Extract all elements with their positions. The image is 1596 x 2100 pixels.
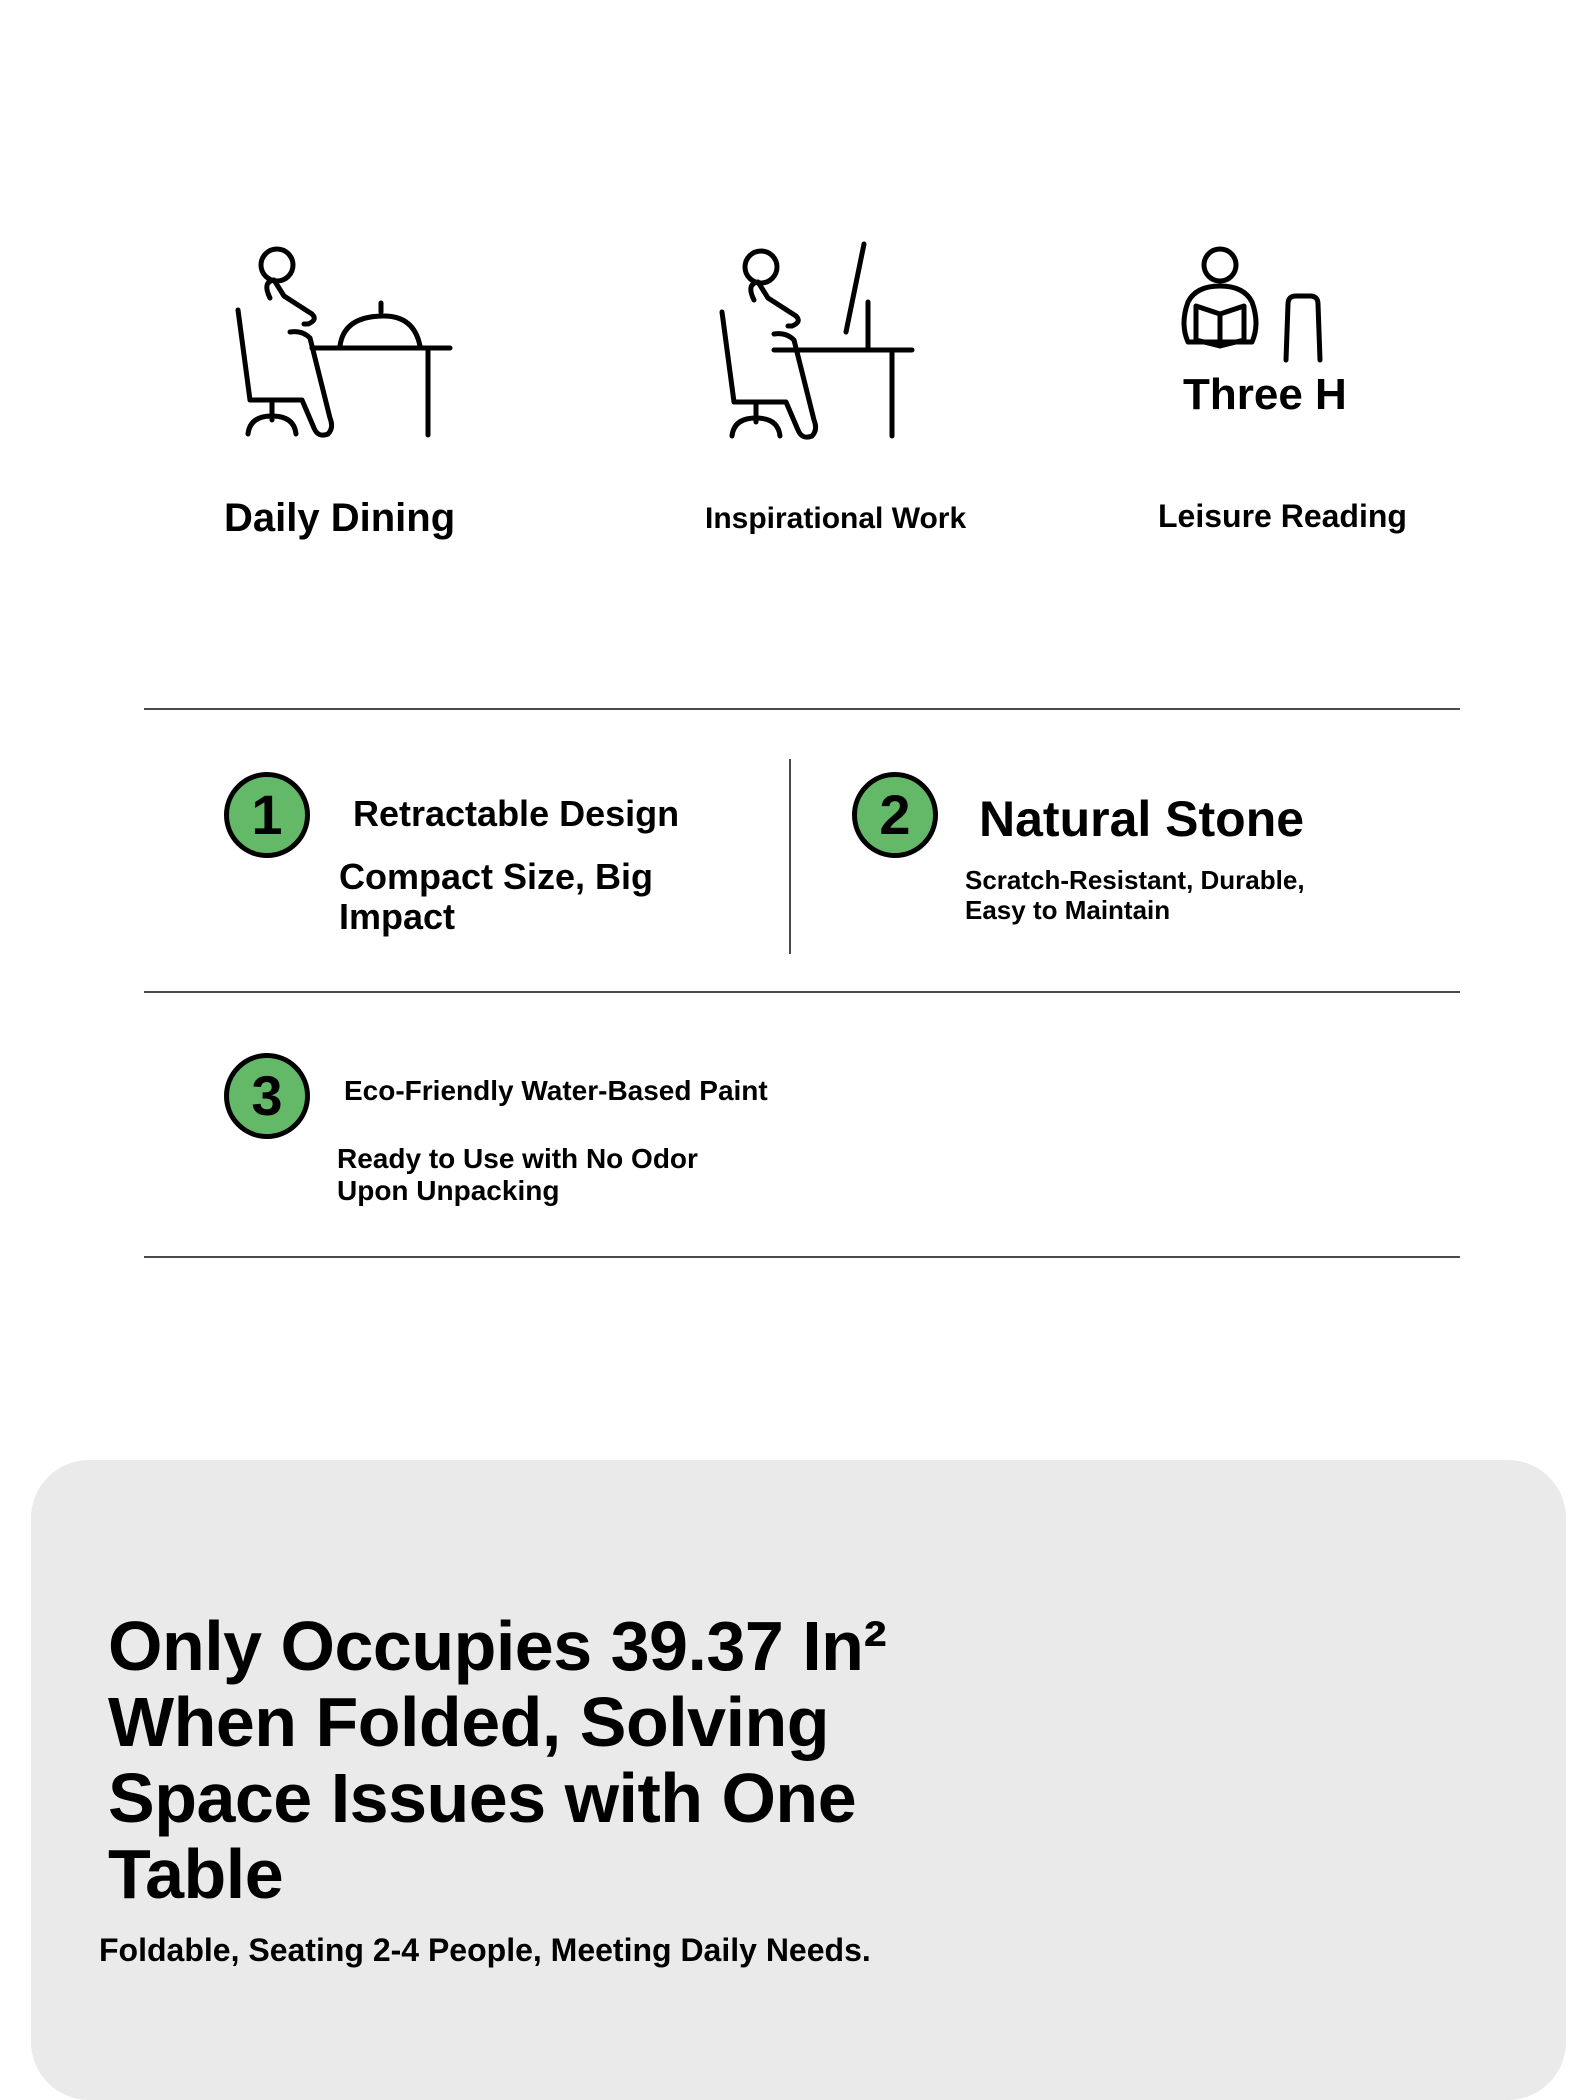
feature-title: Natural Stone	[979, 791, 1305, 847]
feature-title: Retractable Design	[353, 793, 680, 834]
feature-description: Compact Size, Big Impact	[339, 856, 654, 937]
person-working-icon	[716, 240, 946, 440]
feature-description: Ready to Use with No Odor Upon Unpacking	[337, 1143, 698, 1206]
person-reading-icon	[1170, 240, 1350, 370]
feature-number-badge: 2	[852, 772, 938, 858]
promo-headline: Only Occupies 39.37 In² When Folded, Solving Space Issues with One Table	[108, 1607, 887, 1913]
feature-title: Eco-Friendly Water-Based Paint	[344, 1075, 768, 1106]
scene-overlay-text: Three H	[1183, 370, 1347, 419]
feature-number-badge: 1	[224, 772, 310, 858]
feature-number-badge: 3	[224, 1053, 310, 1139]
divider-middle	[144, 991, 1460, 993]
scene-label-inspirational-work: Inspirational Work	[705, 502, 967, 535]
person-dining-icon	[232, 240, 462, 440]
divider-vertical	[789, 759, 791, 954]
divider-bottom	[144, 1256, 1460, 1258]
divider-top	[144, 708, 1460, 710]
feature-description: Scratch-Resistant, Durable, Easy to Maintain	[965, 865, 1305, 925]
promo-subline: Foldable, Seating 2-4 People, Meeting Daily Needs.	[99, 1932, 871, 1968]
scene-label-leisure-reading: Leisure Reading	[1158, 498, 1407, 534]
scene-label-daily-dining: Daily Dining	[224, 496, 456, 540]
